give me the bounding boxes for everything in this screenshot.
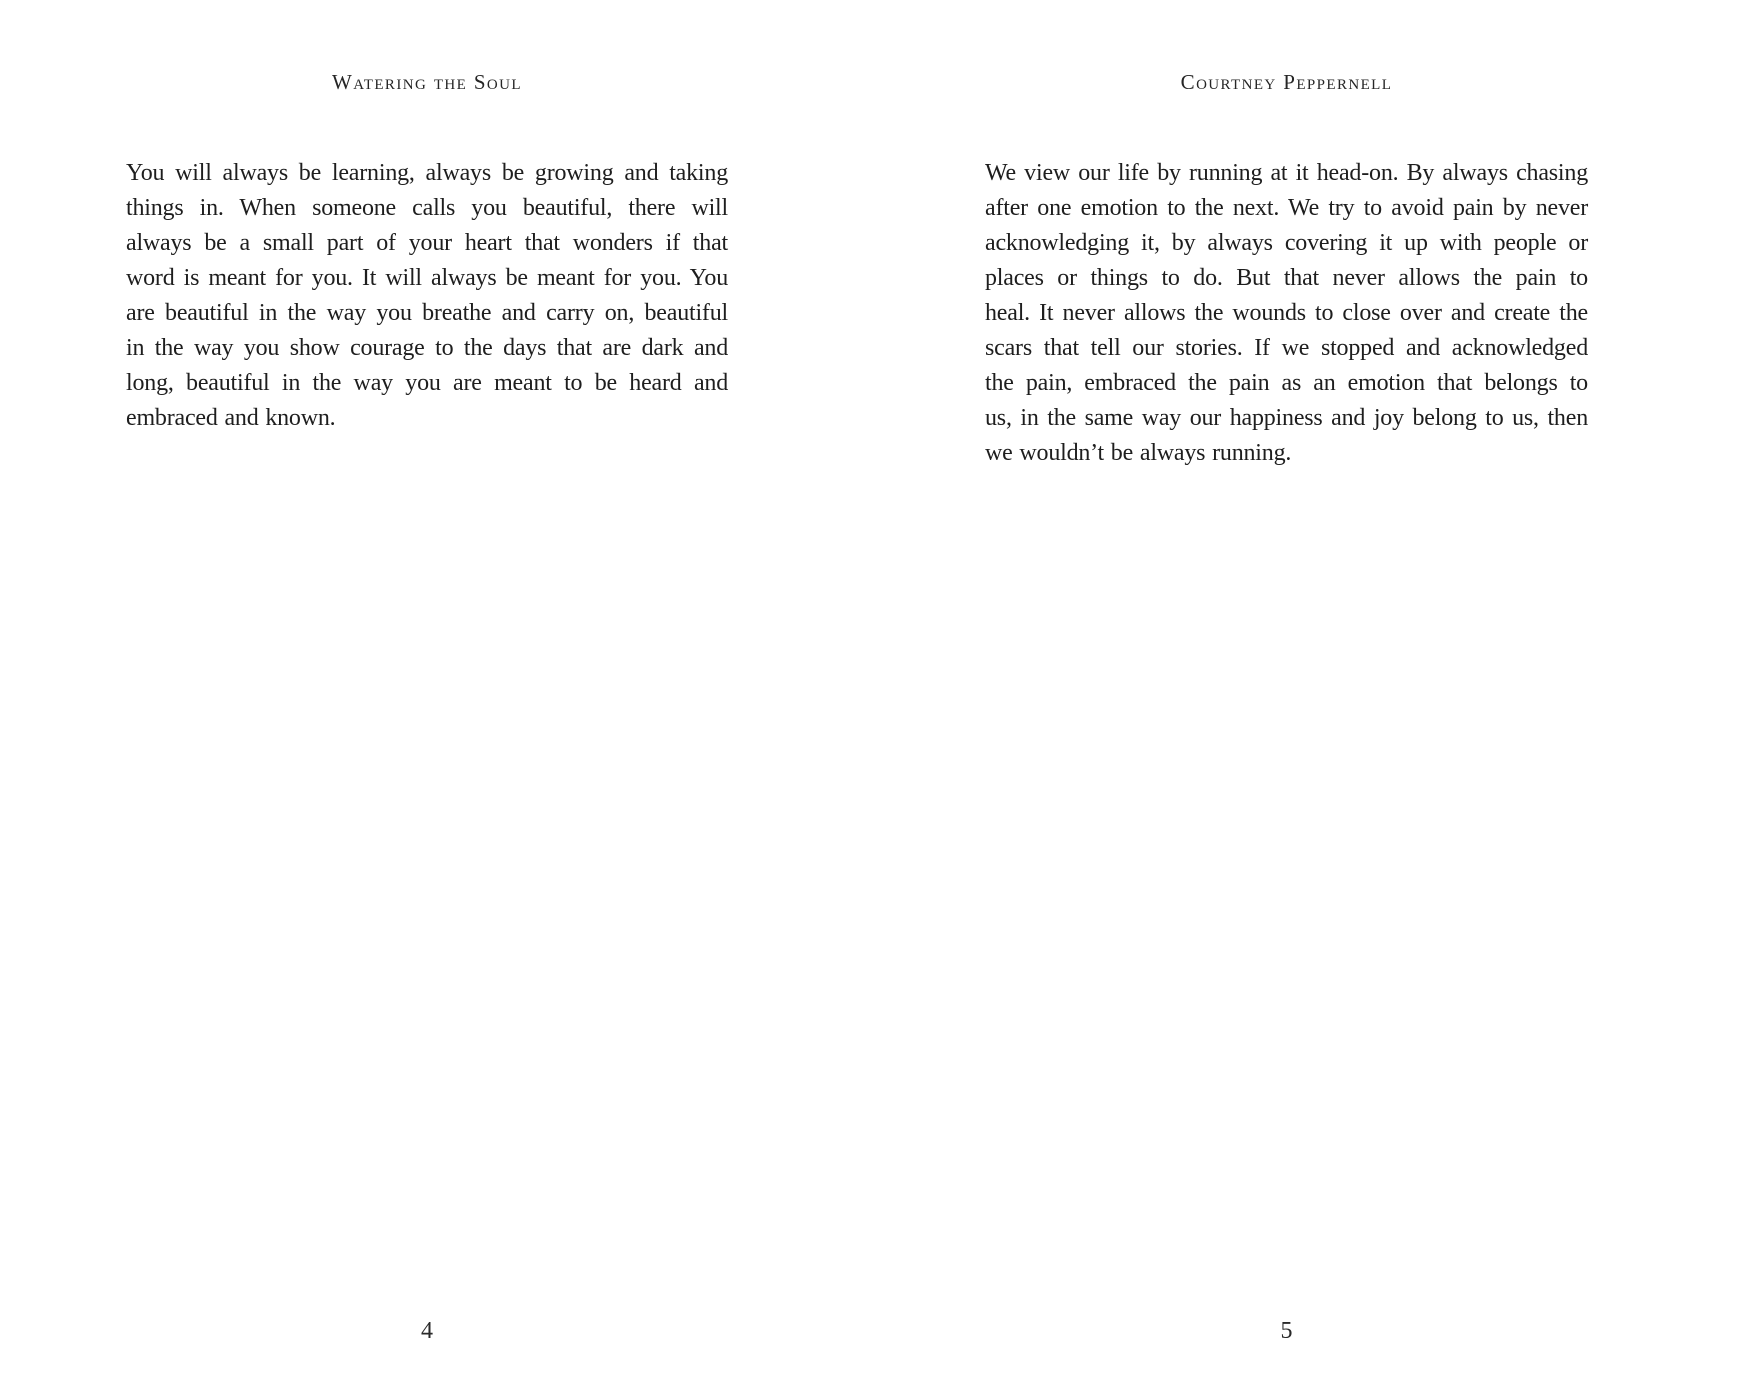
body-line: in the way you show courage to the days that are dark and <box>126 335 728 361</box>
left-body-text <box>126 156 728 436</box>
body-line: scars that tell our stories. If we stopped and acknowledged <box>985 335 1588 361</box>
left-page-number: 4 <box>421 1318 433 1344</box>
body-line: acknowledging it, by always covering it up with people or <box>985 230 1588 256</box>
body-line: always be a small part of your heart that wonders if that <box>126 230 728 256</box>
right-page <box>985 0 1588 1396</box>
right-page-number: 5 <box>1280 1318 1293 1344</box>
body-line: we wouldn’t be always running. <box>985 440 1292 466</box>
body-line: embraced and known. <box>126 405 336 431</box>
body-line: You will always be learning, always be growing and taking <box>126 160 728 186</box>
body-line: the pain, embraced the pain as an emotion that belongs to <box>985 370 1588 396</box>
body-line: after one emotion to the next. We try to avoid pain by never <box>985 195 1588 221</box>
right-running-header: Courtney Peppernell <box>1180 70 1393 94</box>
body-line: heal. It never allows the wounds to close over and create the <box>985 300 1588 326</box>
body-line: are beautiful in the way you breathe and carry on, beautiful <box>126 300 728 326</box>
body-line: things in. When someone calls you beautiful, there will <box>126 195 728 221</box>
body-line: word is meant for you. It will always be meant for you. You <box>126 265 728 291</box>
left-running-header: Watering the Soul <box>332 70 522 94</box>
body-line: us, in the same way our happiness and joy belong to us, then <box>985 405 1588 431</box>
right-body-text <box>985 156 1588 471</box>
body-line: places or things to do. But that never allows the pain to <box>985 265 1588 291</box>
body-line: We view our life by running at it head-on. By always chasing <box>985 160 1588 186</box>
left-page <box>126 0 728 1396</box>
body-line: long, beautiful in the way you are meant to be heard and <box>126 370 728 396</box>
